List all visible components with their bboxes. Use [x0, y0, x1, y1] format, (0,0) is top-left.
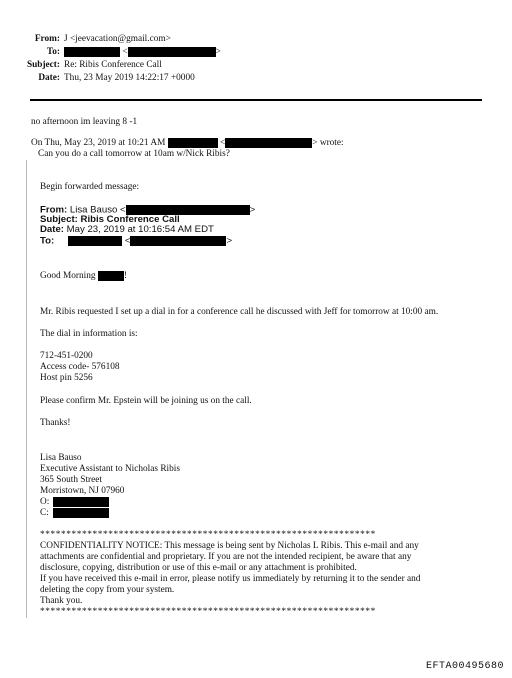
redaction-block — [130, 236, 226, 246]
header-divider — [30, 99, 482, 101]
redaction-block — [225, 138, 312, 148]
header-subject-value: Re: Ribis Conference Call — [64, 60, 162, 70]
fwd-date-label: Date: — [40, 224, 64, 235]
greeting-text: Good Morning — [40, 271, 96, 282]
quote-intro-prefix: On Thu, May 23, 2019 at 10:21 AM — [31, 138, 166, 149]
redaction-block — [68, 236, 122, 246]
sig-name: Lisa Bauso — [40, 453, 82, 463]
quote-intro-lt: < — [220, 138, 226, 149]
confidentiality-line-2: attachments are confidential and proprietary. If you are not the intended recipient, be aware that any — [40, 552, 412, 562]
dial-access-code: Access code- 576108 — [40, 362, 120, 372]
confidentiality-line-5: deleting the copy from your system. — [40, 585, 175, 595]
fwd-to-gt: > — [226, 235, 233, 247]
sig-cell — [40, 508, 109, 519]
sig-street: 365 South Street — [40, 475, 102, 485]
quote-intro-suffix: > wrote: — [312, 138, 344, 149]
quote-intro — [31, 138, 344, 149]
fwd-subject-label: Subject: — [40, 214, 78, 225]
confidentiality-line-4: If you have received this e-mail in error, please notify us immediately by returning it to the sender and — [40, 574, 421, 584]
redaction-block — [53, 497, 109, 507]
dial-host-pin: Host pin 5256 — [40, 373, 93, 383]
fwd-from-gt: > — [249, 204, 256, 216]
header-from-value: J <jeevacation@gmail.com> — [64, 34, 171, 44]
fwd-to-label: To: — [40, 235, 55, 247]
redaction-block — [168, 138, 218, 148]
redaction-block — [53, 508, 109, 518]
sig-office — [40, 497, 109, 508]
forwarded-label: Begin forwarded message: — [40, 182, 140, 192]
redaction-block — [128, 47, 216, 57]
greeting — [40, 271, 127, 282]
header-to-lt: < — [122, 47, 128, 58]
confidentiality-line-1: CONFIDENTIALITY NOTICE: This message is being sent by Nicholas L Ribis. This e-mail and any — [40, 541, 419, 551]
header-date-value: Thu, 23 May 2019 14:22:17 +0000 — [64, 73, 195, 83]
header-from-label: From: — [34, 34, 60, 44]
confidentiality-line-3: disclosure, copying, distribution or use of this e-mail or any attachment is prohibited. — [40, 563, 357, 573]
header-to-label: To: — [46, 47, 60, 58]
header-date — [0, 73, 195, 84]
fwd-date — [40, 225, 214, 236]
reply-line: no afternoon im leaving 8 -1 — [31, 117, 138, 127]
header-date-label: Date: — [38, 73, 60, 83]
sig-city: Morristown, NJ 07960 — [40, 486, 125, 496]
fwd-from-label: From: — [40, 204, 68, 216]
document-id: EFTA00495680 — [425, 661, 504, 672]
fwd-to-lt: < — [124, 235, 131, 247]
fwd-from-value: Lisa Bauso < — [69, 204, 126, 216]
greeting-end: ! — [123, 271, 127, 282]
thanks: Thanks! — [40, 418, 71, 428]
header-from — [0, 34, 171, 45]
header-subject — [0, 60, 162, 71]
quote-bar — [26, 160, 27, 618]
quote-line: Can you do a call tomorrow at 10am w/Nick Ribis? — [38, 149, 230, 159]
redaction-block — [98, 271, 124, 281]
stars-top: **************************************************************** — [40, 530, 376, 540]
fwd-to — [40, 236, 232, 247]
sig-cell-label: C: — [40, 508, 49, 519]
para-request: Mr. Ribis requested I set up a dial in for a conference call he discussed with Jeff for tomorrow at 10:00 am. — [40, 307, 439, 317]
fwd-date-value: May 23, 2019 at 10:16:54 AM EDT — [66, 224, 214, 235]
confidentiality-thank-you: Thank you. — [40, 596, 83, 606]
para-dial-intro: The dial in information is: — [40, 329, 138, 339]
redaction-block — [64, 47, 120, 57]
header-subject-label: Subject: — [26, 60, 60, 70]
fwd-subject-value: Ribis Conference Call — [80, 214, 180, 225]
dial-number: 712-451-0200 — [40, 351, 93, 361]
stars-bottom: **************************************************************** — [40, 607, 376, 617]
para-confirm: Please confirm Mr. Epstein will be joining us on the call. — [40, 396, 252, 406]
sig-office-label: O: — [40, 497, 50, 508]
header-to — [0, 47, 221, 58]
header-to-gt: > — [215, 47, 221, 58]
sig-title: Executive Assistant to Nicholas Ribis — [40, 464, 180, 474]
